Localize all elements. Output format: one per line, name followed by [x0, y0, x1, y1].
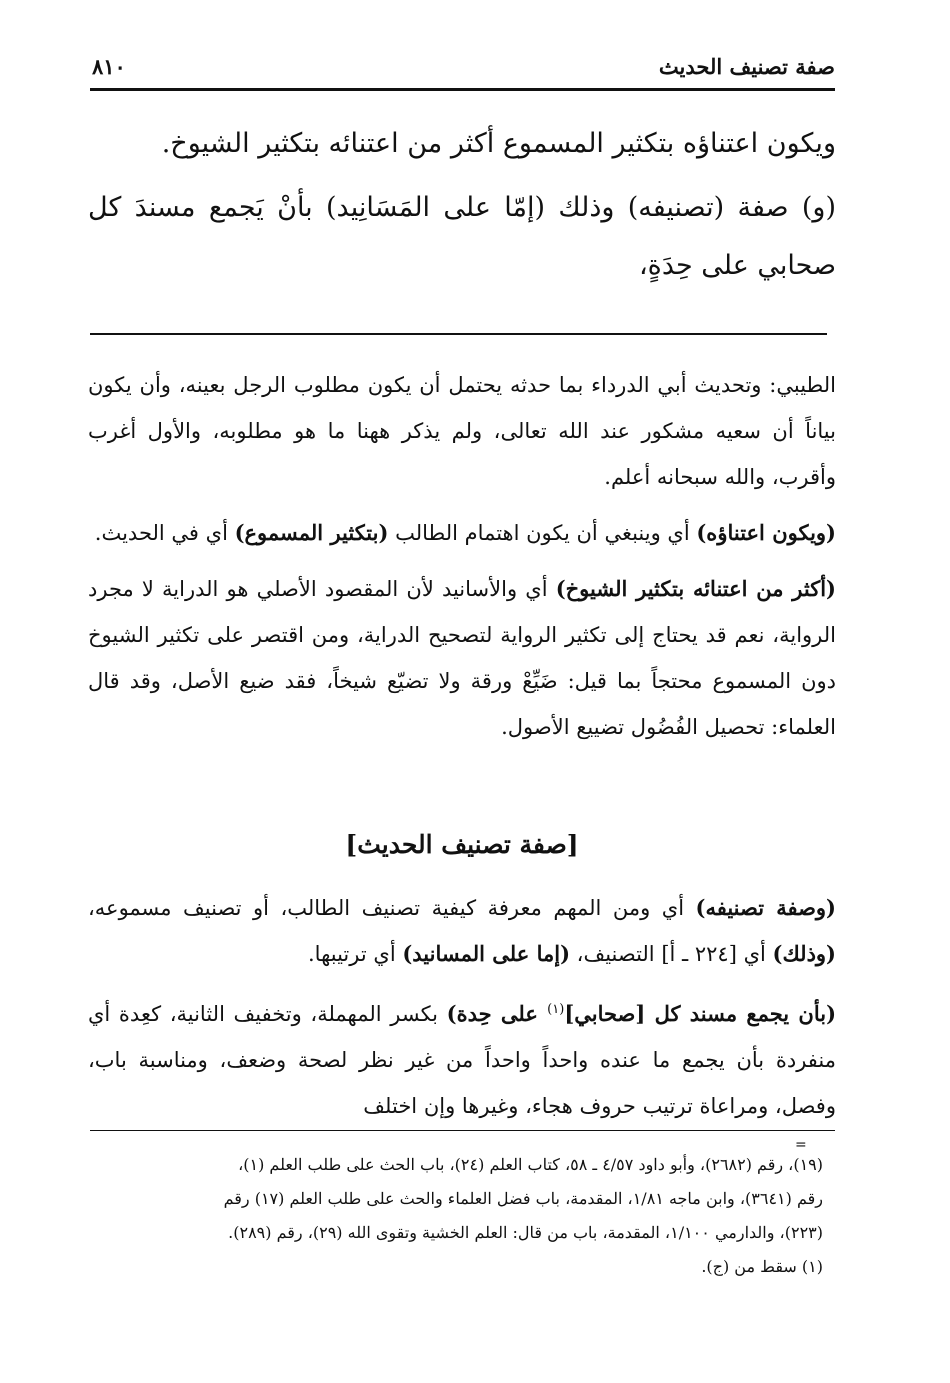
quoted-matn: (ويكون اعتناؤه)	[696, 520, 836, 545]
footnote-line: (٢٢٣)، والدارمي ١/١٠٠، المقدمة، باب من قال: العلم الخشية وتقوى الله (٢٩)، رقم (٢٨٩).	[228, 1223, 823, 1242]
matn-line-2: (و) صفة (تصنيفه) وذلك (إمّا على المَسَانِيد) بأنْ يَجمع مسندَ كل صحابي على حِدَةٍ،	[88, 192, 836, 281]
quoted-matn: (وصفة تصنيفه)	[695, 895, 836, 920]
commentary-text: أي ترتيبها.	[308, 942, 403, 966]
footnotes	[88, 1148, 823, 1284]
page-number: ٨١٠	[92, 54, 126, 79]
footnote-1: (١) سقط من (ج).	[701, 1257, 823, 1276]
commentary-paragraph-3	[88, 566, 836, 750]
quoted-matn: (بتكثير المسموع)	[234, 520, 389, 545]
section-heading: [صفة تصنيف الحديث]	[345, 830, 579, 859]
commentary-text: بكسر المهملة، وتخفيف الثانية، كعِدة أي منفردة بأن يجمع ما عنده واحداً واحداً من غير نظر لصحة وضعف، ومناسبة باب، وفصل، ومراعاة ترتيب حروف هجاء، وغيرها وإن اختلف	[88, 1002, 836, 1118]
quoted-matn: (إما على المسانيد)	[402, 941, 570, 966]
footnote-line: رقم (٣٦٤١)، وابن ماجه ١/٨١، المقدمة، باب فضل العلماء والحث على طلب العلم (١٧) رقم	[223, 1189, 823, 1208]
commentary-text: أي وينبغي أن يكون اهتمام الطالب	[388, 521, 697, 545]
quoted-matn: (بأن يجمع مسند كل [صحابي]	[564, 1001, 836, 1026]
commentary-paragraph-1: الطيبي: وتحديث أبي الدرداء بما حدثه يحتمل أن يكون مطلوب الرجل بعينه، وأن يكون بياناً أن سعيه مشكور عند الله تعالى، ولم يذكر ههنا ما هو مطلوبه، والأول أغرب وأقرب، والله سبحانه أعلم.	[88, 373, 836, 489]
commentary-paragraph-4	[88, 885, 836, 977]
commentary-text: أي والأسانيد لأن المقصود الأصلي هو الدراية لا مجرد الرواية، نعم قد يحتاج إلى تكثير الرواية لتصحيح الدراية، ومن اقتصر على تكثير الشيوخ دون المسموع محتجاً بما قيل: ضَيِّعْ ورقة ولا تضيّع شيخاً، فقد ضيع الأصل، وقد قال العلماء: تحصيل الفُضُول تضييع الأصول.	[88, 577, 836, 739]
quoted-matn: (وذلك)	[772, 941, 836, 966]
page-header	[90, 52, 835, 91]
matn-divider	[90, 333, 827, 335]
commentary-text: أي ومن المهم معرفة كيفية تصنيف الطالب، أو تصنيف مسموعه،	[88, 896, 696, 920]
commentary-text: أي في الحديث.	[94, 521, 235, 545]
matn-line-1: ويكون اعتناؤه بتكثير المسموع أكثر من اعتنائه بتكثير الشيوخ.	[161, 128, 836, 159]
commentary-paragraph-5	[88, 987, 836, 1129]
commentary-paragraph-2	[88, 510, 836, 556]
commentary-block-1	[88, 362, 836, 760]
matn-text	[88, 115, 836, 301]
quoted-matn: على حِدة)	[446, 1001, 548, 1026]
footnote-continuation-mark: =	[795, 1137, 807, 1153]
commentary-block-2	[88, 885, 836, 1139]
footnote-divider	[90, 1130, 835, 1131]
commentary-text: أي [٢٢٤ ـ أ] التصنيف،	[570, 942, 773, 966]
running-title: صفة تصنيف الحديث	[658, 54, 835, 79]
quoted-matn: (أكثر من اعتنائه بتكثير الشيوخ)	[555, 576, 836, 601]
footnote-line: (١٩)، رقم (٢٦٨٢)، وأبو داود ٤/٥٧ ـ ٥٨، كتاب العلم (٢٤)، باب الحث على طلب العلم (١)،	[238, 1155, 823, 1174]
footnote-ref: (١)	[547, 1002, 565, 1017]
